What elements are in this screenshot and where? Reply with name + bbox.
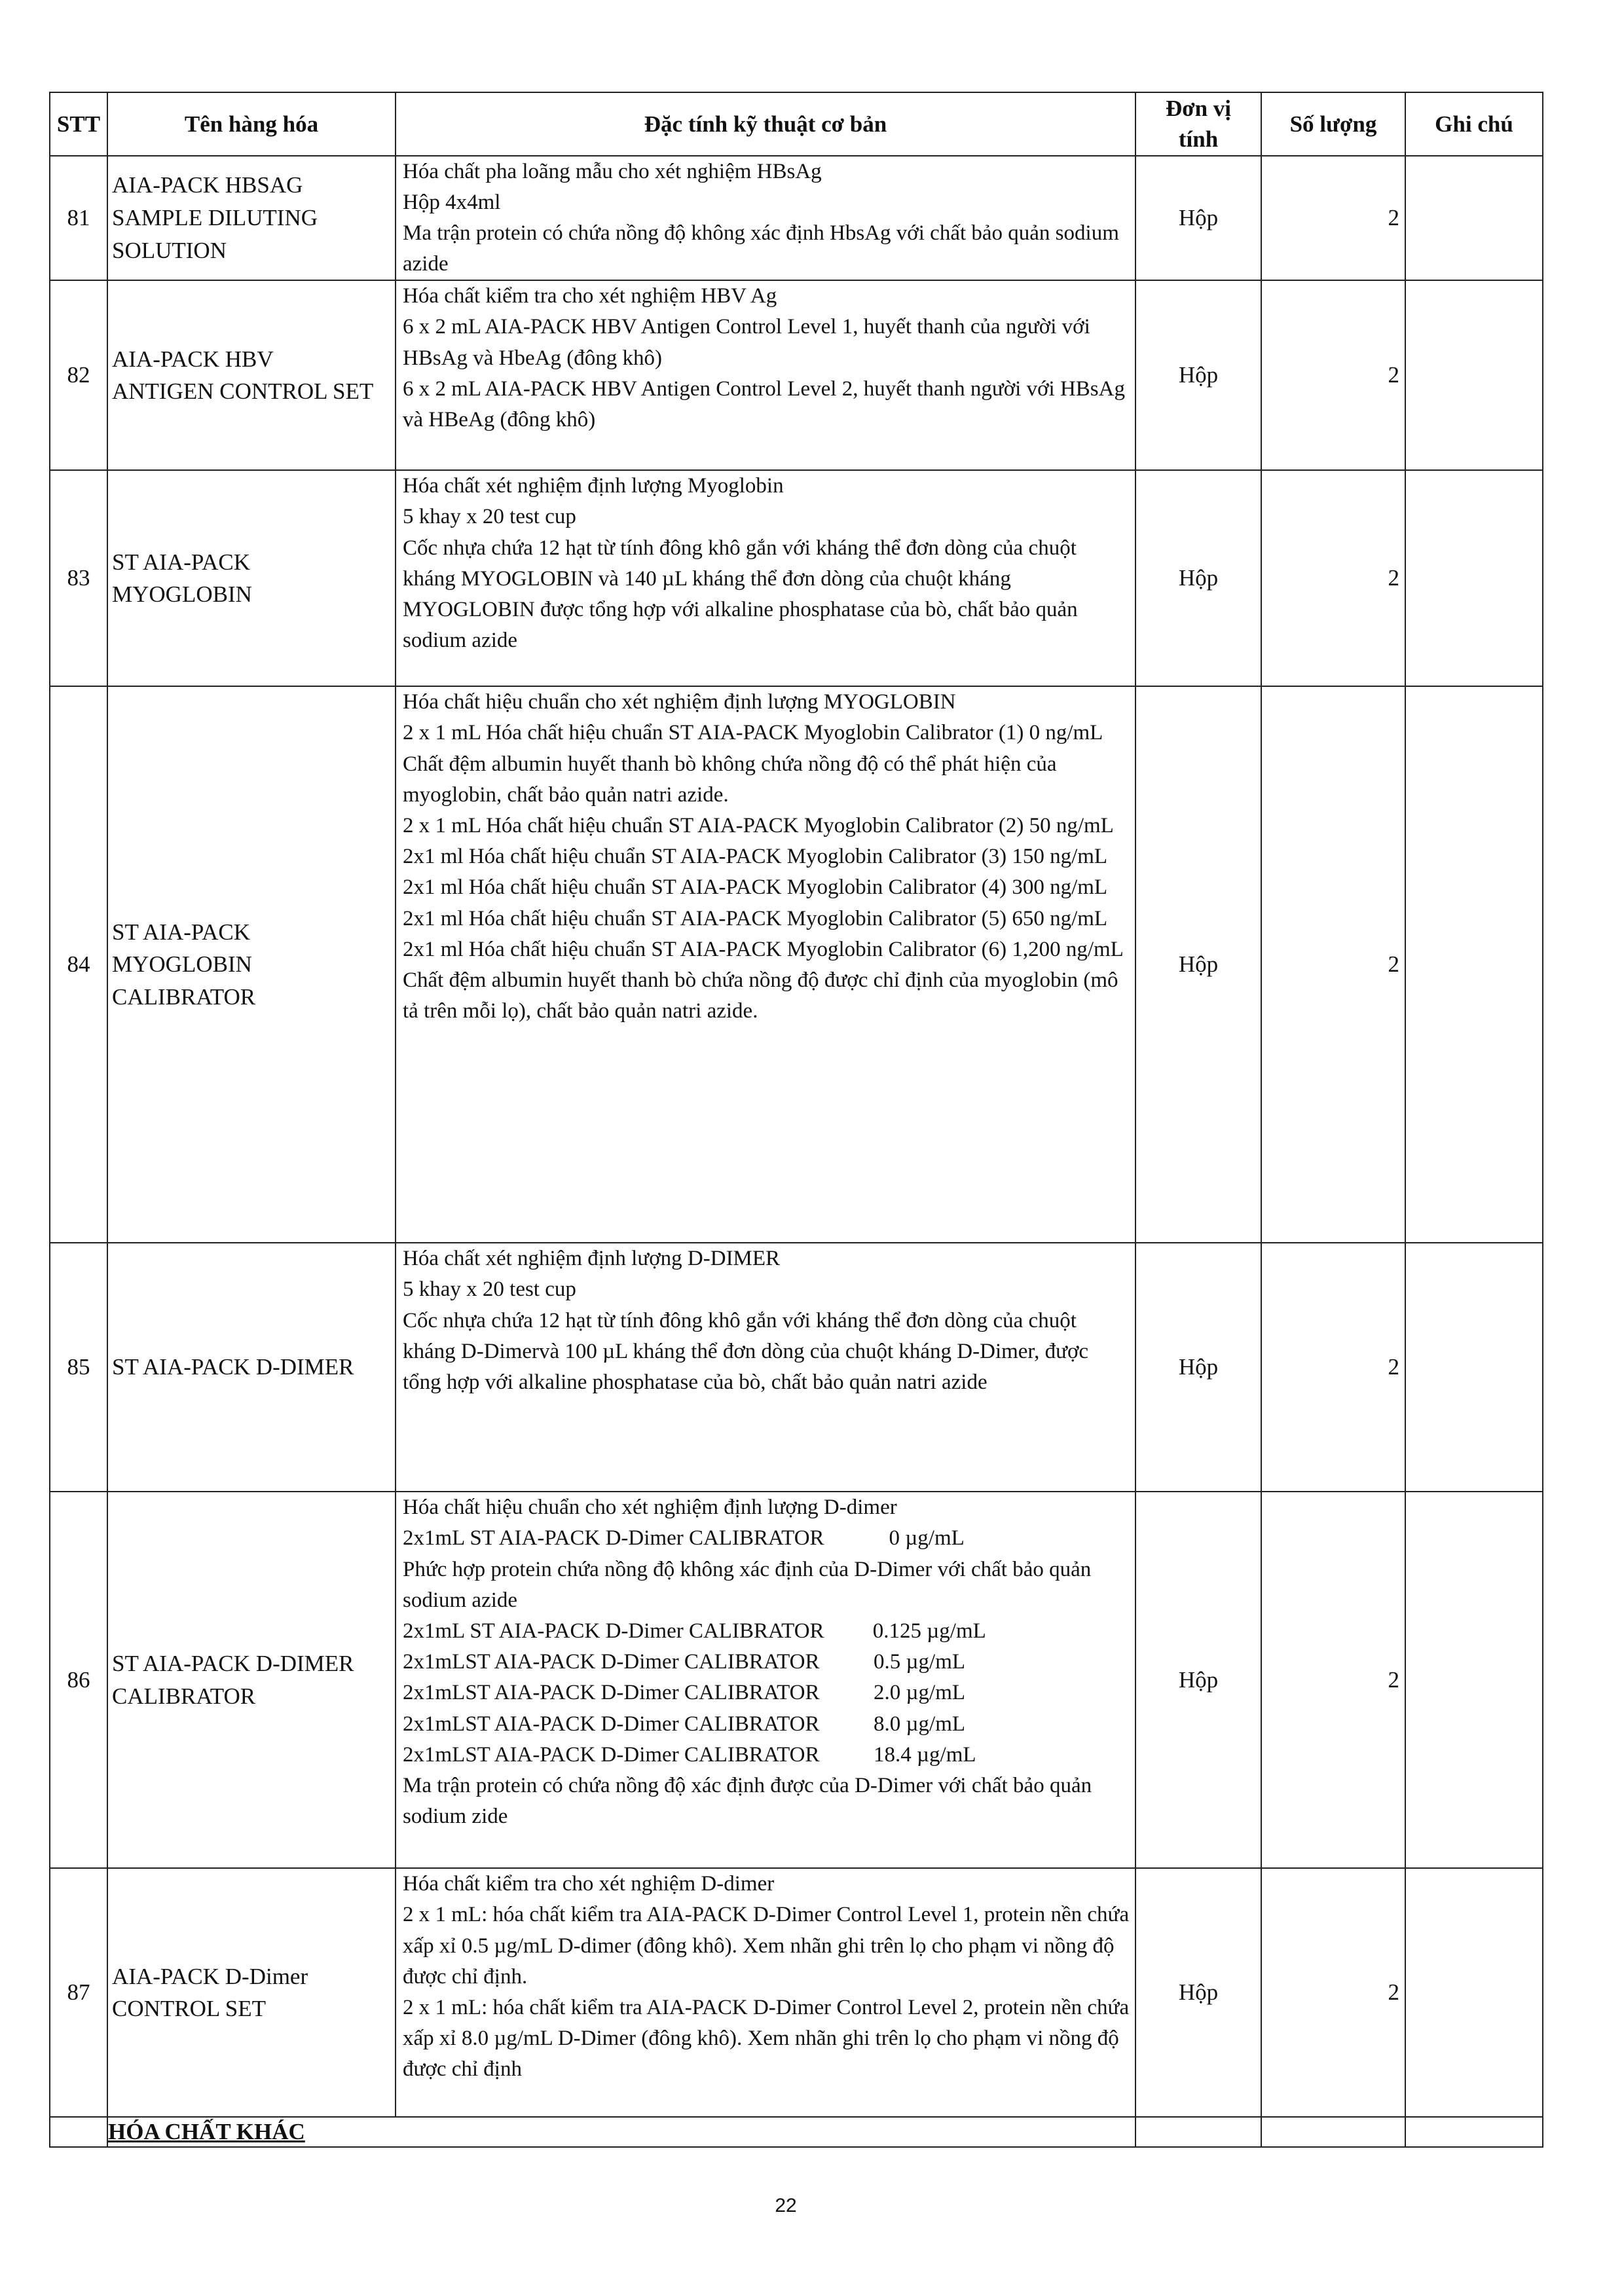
name-line: SAMPLE DILUTING <box>112 205 318 231</box>
spec-line: Ma trận protein có chứa nồng độ không xác định HbsAg với chất bảo quản sodium azide <box>403 221 1119 276</box>
cell-stt: 83 <box>50 470 107 686</box>
name-line: ST AIA-PACK <box>112 919 251 945</box>
cell-stt: 86 <box>50 1492 107 1868</box>
header-qty: Số lượng <box>1261 92 1405 156</box>
table-row <box>50 280 1543 470</box>
cell-qty: 2 <box>1261 686 1405 1243</box>
name-line: ST AIA-PACK D-DIMER <box>112 1651 354 1677</box>
cell-note <box>1405 156 1543 281</box>
cell-spec <box>396 1868 1135 2117</box>
cell-unit: Hộp <box>1135 1243 1261 1492</box>
spec-line: 5 khay x 20 test cup <box>403 505 576 529</box>
name-line: MYOGLOBIN <box>112 951 252 978</box>
cell-qty: 2 <box>1261 1868 1405 2117</box>
cell-spec <box>396 1243 1135 1492</box>
header-stt: STT <box>50 92 107 156</box>
header-spec: Đặc tính kỹ thuật cơ bản <box>396 92 1135 156</box>
name-line: CALIBRATOR <box>112 1683 256 1709</box>
cell-note <box>1405 1868 1543 2117</box>
header-unit <box>1135 92 1261 156</box>
name-line: CALIBRATOR <box>112 984 256 1010</box>
spec-line: 2x1 ml Hóa chất hiệu chuẩn ST AIA-PACK Myoglobin Calibrator (6) 1,200 ng/mL <box>403 937 1124 961</box>
spec-line: 2 x 1 mL Hóa chất hiệu chuẩn ST AIA-PACK Myoglobin Calibrator (1) 0 ng/mL <box>403 721 1103 745</box>
cell-spec <box>396 470 1135 686</box>
cell-spec <box>396 1492 1135 1868</box>
cell-unit: Hộp <box>1135 1868 1261 2117</box>
spec-line: Hóa chất kiểm tra cho xét nghiệm HBV Ag <box>403 284 777 308</box>
table-row <box>50 686 1543 1243</box>
cell-name <box>107 1243 396 1492</box>
cell-qty: 2 <box>1261 470 1405 686</box>
cell-qty: 2 <box>1261 1492 1405 1868</box>
spec-line: Cốc nhựa chứa 12 hạt từ tính đông khô gắn với kháng thể đơn dòng của chuột kháng MYOGLOBIN và 140 µL kháng thể đơn dòng của chuột kháng MYOGLOBIN được tổng hợp với alkaline phosphatase của bò, chất bảo quản sodium azide <box>403 536 1078 653</box>
spec-line: 2x1 ml Hóa chất hiệu chuẩn ST AIA-PACK Myoglobin Calibrator (4) 300 ng/mL <box>403 875 1108 900</box>
cell-name <box>107 686 396 1243</box>
cell-note <box>1405 686 1543 1243</box>
cell-name <box>107 1868 396 2117</box>
header-unit-line2: tính <box>1178 126 1219 153</box>
spec-line: Hóa chất kiểm tra cho xét nghiệm D-dimer <box>403 1872 775 1896</box>
cell-qty: 2 <box>1261 280 1405 470</box>
cell-note <box>1405 280 1543 470</box>
spec-line: 6 x 2 mL AIA-PACK HBV Antigen Control Level 1, huyết thanh của người với HBsAg và HbeAg (đông khô) <box>403 315 1090 370</box>
table-row <box>50 1868 1543 2117</box>
table-row <box>50 470 1543 686</box>
name-line: AIA-PACK HBSAG <box>112 172 303 198</box>
group-qty-cell <box>1261 2117 1405 2147</box>
group-note-cell <box>1405 2117 1543 2147</box>
cell-name <box>107 470 396 686</box>
cell-spec <box>396 156 1135 281</box>
spec-line: 2x1mLST AIA-PACK D-Dimer CALIBRATOR 8.0 µg/mL <box>403 1712 966 1736</box>
group-unit-cell <box>1135 2117 1261 2147</box>
cell-qty: 2 <box>1261 156 1405 281</box>
cell-spec <box>396 686 1135 1243</box>
table-row <box>50 1492 1543 1868</box>
cell-spec <box>396 280 1135 470</box>
spec-line: Chất đệm albumin huyết thanh bò không chứa nồng độ có thể phát hiện của myoglobin, chất bảo quản natri azide. <box>403 752 1057 807</box>
product-table <box>49 92 1543 2148</box>
group-stt-cell <box>50 2117 107 2147</box>
spec-line: Hóa chất xét nghiệm định lượng Myoglobin <box>403 474 784 498</box>
name-line: ST AIA-PACK D-DIMER <box>112 1354 354 1380</box>
cell-note <box>1405 1492 1543 1868</box>
cell-unit: Hộp <box>1135 280 1261 470</box>
cell-unit: Hộp <box>1135 686 1261 1243</box>
group-label: HÓA CHẤT KHÁC <box>107 2117 1135 2147</box>
name-line: CONTROL SET <box>112 1996 266 2022</box>
spec-line: 2x1 ml Hóa chất hiệu chuẩn ST AIA-PACK Myoglobin Calibrator (5) 650 ng/mL <box>403 906 1108 930</box>
header-unit-line1: Đơn vị <box>1165 96 1232 121</box>
table-row <box>50 1243 1543 1492</box>
spec-line: 2x1mL ST AIA-PACK D-Dimer CALIBRATOR 0.125 µg/mL <box>403 1619 986 1643</box>
table-header-row <box>50 92 1543 156</box>
spec-line: Hóa chất xét nghiệm định lượng D-DIMER <box>403 1247 781 1271</box>
spec-line: 2x1mLST AIA-PACK D-Dimer CALIBRATOR 18.4 µg/mL <box>403 1742 976 1767</box>
cell-name <box>107 1492 396 1868</box>
cell-unit: Hộp <box>1135 156 1261 281</box>
spec-line: Hóa chất pha loãng mẫu cho xét nghiệm HBsAg <box>403 159 822 183</box>
spec-line: 2 x 1 mL: hóa chất kiểm tra AIA-PACK D-Dimer Control Level 1, protein nền chứa xấp xỉ 0.5 µg/mL D-dimer (đông khô). Xem nhãn ghi trên lọ cho phạm vi nồng độ được chỉ định. <box>403 1903 1130 1989</box>
page-number: 22 <box>775 2195 797 2216</box>
header-name: Tên hàng hóa <box>107 92 396 156</box>
name-line: MYOGLOBIN <box>112 581 252 608</box>
spec-line: 5 khay x 20 test cup <box>403 1277 576 1302</box>
spec-line: 2x1 ml Hóa chất hiệu chuẩn ST AIA-PACK Myoglobin Calibrator (3) 150 ng/mL <box>403 845 1108 869</box>
cell-note <box>1405 470 1543 686</box>
spec-line: 2x1mL ST AIA-PACK D-Dimer CALIBRATOR 0 µg/mL <box>403 1526 965 1551</box>
spec-line: Ma trận protein có chứa nồng độ xác định được của D-Dimer với chất bảo quản sodium zide <box>403 1773 1092 1829</box>
name-line: ST AIA-PACK <box>112 549 251 575</box>
name-line: SOLUTION <box>112 237 227 263</box>
spec-line: Chất đệm albumin huyết thanh bò chứa nồng độ được chỉ định của myoglobin (mô tả trên mỗi lọ), chất bảo quản natri azide. <box>403 968 1118 1023</box>
name-line: AIA-PACK D-Dimer <box>112 1963 308 1989</box>
cell-stt: 87 <box>50 1868 107 2117</box>
cell-note <box>1405 1243 1543 1492</box>
cell-stt: 85 <box>50 1243 107 1492</box>
table-row <box>50 156 1543 281</box>
spec-line: 2x1mLST AIA-PACK D-Dimer CALIBRATOR 0.5 µg/mL <box>403 1650 966 1674</box>
cell-unit: Hộp <box>1135 1492 1261 1868</box>
cell-name <box>107 280 396 470</box>
cell-qty: 2 <box>1261 1243 1405 1492</box>
cell-stt: 81 <box>50 156 107 281</box>
spec-line: 2 x 1 mL: hóa chất kiểm tra AIA-PACK D-Dimer Control Level 2, protein nền chứa xấp xỉ 8.0 µg/mL D-Dimer (đông khô). Xem nhãn ghi trên lọ cho phạm vi nồng độ được chỉ định <box>403 1996 1130 2082</box>
name-line: AIA-PACK HBV <box>112 346 274 372</box>
name-line: ANTIGEN CONTROL SET <box>112 378 374 405</box>
spec-line: Cốc nhựa chứa 12 hạt từ tính đông khô gắn với kháng thể đơn dòng của chuột kháng D-Dimervà 100 µL kháng thể đơn dòng của chuột kháng D-Dimer, được tổng hợp với alkaline phosphatase của bò, chất bảo quản natri azide <box>403 1308 1089 1394</box>
cell-unit: Hộp <box>1135 470 1261 686</box>
cell-stt: 84 <box>50 686 107 1243</box>
group-row <box>50 2117 1543 2147</box>
spec-line: 2x1mLST AIA-PACK D-Dimer CALIBRATOR 2.0 µg/mL <box>403 1681 966 1705</box>
spec-line: Hộp 4x4ml <box>403 190 501 214</box>
cell-name <box>107 156 396 281</box>
spec-line: Hóa chất hiệu chuẩn cho xét nghiệm định lượng D-dimer <box>403 1496 897 1520</box>
cell-stt: 82 <box>50 280 107 470</box>
spec-line: Hóa chất hiệu chuẩn cho xét nghiệm định lượng MYOGLOBIN <box>403 690 956 714</box>
spec-line: 2 x 1 mL Hóa chất hiệu chuẩn ST AIA-PACK Myoglobin Calibrator (2) 50 ng/mL <box>403 814 1114 837</box>
spec-line: 6 x 2 mL AIA-PACK HBV Antigen Control Level 2, huyết thanh người với HBsAg và HBeAg (đông khô) <box>403 376 1125 431</box>
spec-line: Phức hợp protein chứa nồng độ không xác định của D-Dimer với chất bảo quản sodium azide <box>403 1557 1092 1612</box>
header-note: Ghi chú <box>1405 92 1543 156</box>
